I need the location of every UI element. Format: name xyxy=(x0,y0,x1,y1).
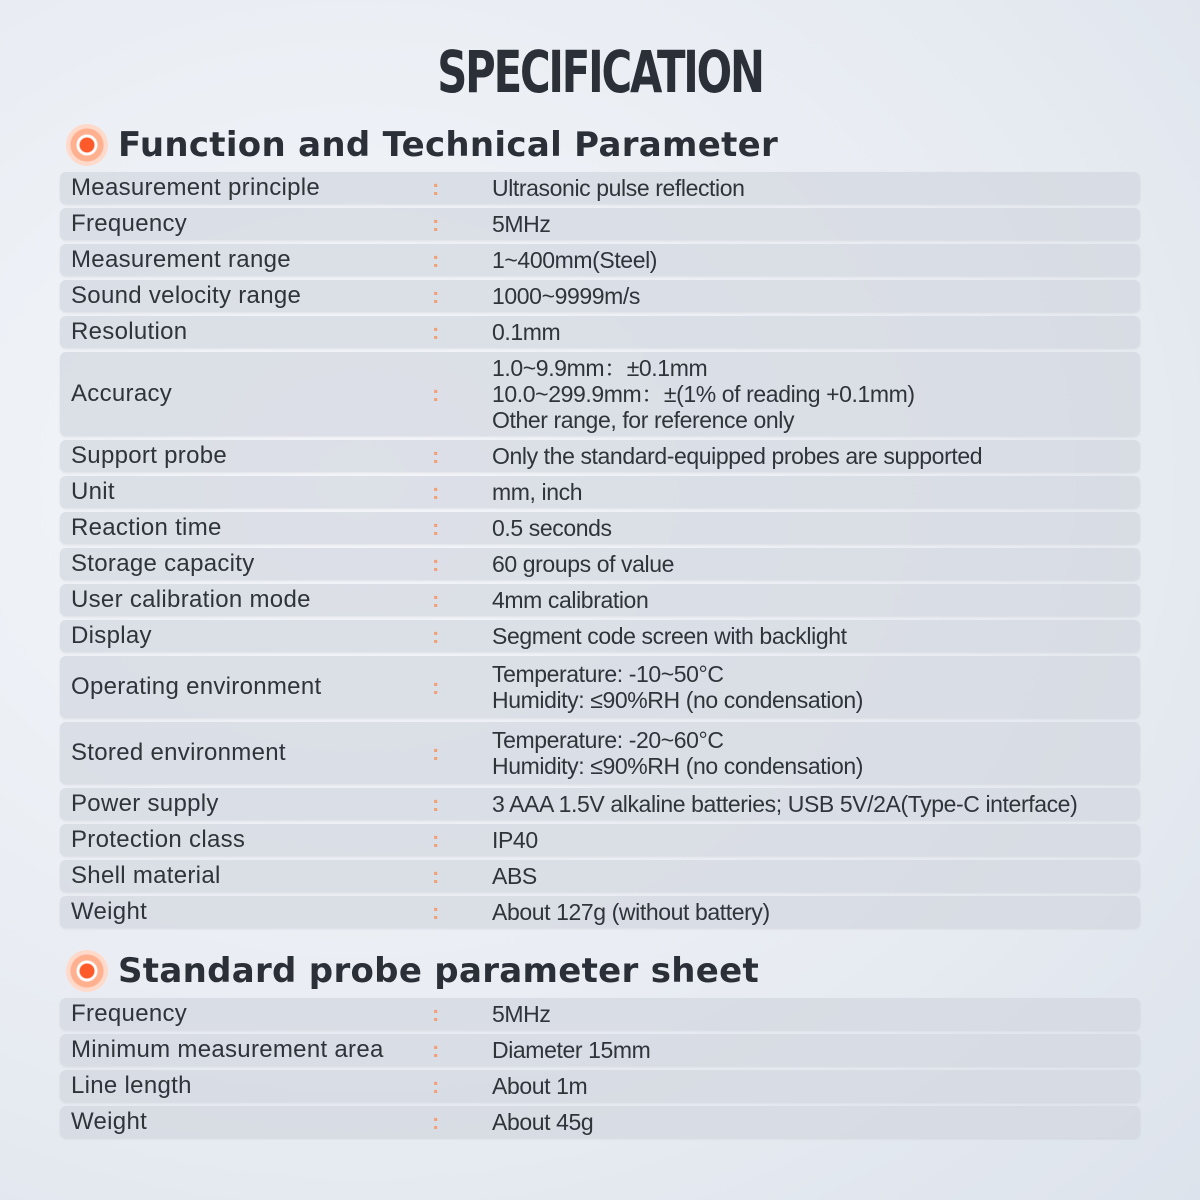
table-row xyxy=(60,440,1140,472)
separator-colon: : xyxy=(432,1073,440,1098)
param-value-line: 60 groups of value xyxy=(492,551,675,577)
param-name: Frequency xyxy=(71,210,188,237)
param-value-line: About 1m xyxy=(492,1073,588,1099)
param-value xyxy=(492,860,537,892)
section-title: Function and Technical Parameter xyxy=(118,125,779,165)
param-name: Storage capacity xyxy=(71,550,255,577)
param-name: Stored environment xyxy=(71,739,286,766)
param-value xyxy=(492,440,982,472)
separator-colon: : xyxy=(432,587,440,612)
param-value xyxy=(492,722,863,784)
param-name: Support probe xyxy=(71,442,228,469)
param-value-line: 1.0~9.9mm：±0.1mm xyxy=(492,355,708,381)
param-name: Protection class xyxy=(71,826,246,853)
param-value xyxy=(492,1034,650,1066)
separator-colon: : xyxy=(432,899,440,924)
separator-colon: : xyxy=(432,319,440,344)
param-value xyxy=(492,352,915,436)
table-row xyxy=(60,280,1140,312)
separator-colon: : xyxy=(432,175,440,200)
separator-colon: : xyxy=(432,247,440,272)
param-value xyxy=(492,548,674,580)
param-value-line: 0.1mm xyxy=(492,319,561,345)
separator-colon: : xyxy=(432,827,440,852)
param-name: Accuracy xyxy=(71,380,173,407)
table-row xyxy=(60,656,1140,718)
section-title: Standard probe parameter sheet xyxy=(118,951,760,991)
param-value-line: mm, inch xyxy=(492,479,583,505)
param-value-line: Only the standard-equipped probes are supported xyxy=(492,443,983,469)
param-value-line: Humidity: ≤90%RH (no condensation) xyxy=(492,753,864,779)
param-name: Sound velocity range xyxy=(71,282,302,309)
table-row xyxy=(60,476,1140,508)
table-row xyxy=(60,352,1140,436)
separator-colon: : xyxy=(432,740,440,765)
param-name: Weight xyxy=(71,898,148,925)
param-name: Unit xyxy=(71,478,115,505)
table-row xyxy=(60,1034,1140,1066)
page-title: SPECIFICATION xyxy=(437,38,763,106)
param-value xyxy=(492,656,863,718)
param-name: Power supply xyxy=(71,790,219,817)
param-value-line: 4mm calibration xyxy=(492,587,649,613)
separator-colon: : xyxy=(432,515,440,540)
separator-colon: : xyxy=(432,791,440,816)
table-row xyxy=(60,316,1140,348)
separator-colon: : xyxy=(432,443,440,468)
param-value-line: About 127g (without battery) xyxy=(492,899,770,925)
param-name: User calibration mode xyxy=(71,586,311,613)
param-value xyxy=(492,512,612,544)
param-value-line: Diameter 15mm xyxy=(492,1037,651,1063)
separator-colon: : xyxy=(432,283,440,308)
separator-colon: : xyxy=(432,1109,440,1134)
param-value-line: 10.0~299.9mm：±(1% of reading +0.1mm) xyxy=(492,381,915,407)
param-value-line: ABS xyxy=(492,863,537,889)
table-row xyxy=(60,998,1140,1030)
param-value-line: 5MHz xyxy=(492,211,551,237)
param-name: Operating environment xyxy=(71,673,322,700)
section-header-function xyxy=(66,121,778,169)
table-row xyxy=(60,860,1140,892)
table-row xyxy=(60,620,1140,652)
param-value-line: 1000~9999m/s xyxy=(492,283,641,309)
param-value-line: Segment code screen with backlight xyxy=(492,623,847,649)
table-row xyxy=(60,896,1140,928)
param-value-line: Ultrasonic pulse reflection xyxy=(492,175,745,201)
table-row xyxy=(60,172,1140,204)
param-value xyxy=(492,316,560,348)
param-value xyxy=(492,208,550,240)
param-value xyxy=(492,620,847,652)
table-row xyxy=(60,788,1140,820)
separator-colon: : xyxy=(432,863,440,888)
param-name: Weight xyxy=(71,1108,148,1135)
table-row xyxy=(60,1070,1140,1102)
param-value-line: Humidity: ≤90%RH (no condensation) xyxy=(492,687,864,713)
table-row xyxy=(60,208,1140,240)
param-value-line: About 45g xyxy=(492,1109,594,1135)
table-row xyxy=(60,584,1140,616)
param-value xyxy=(492,172,745,204)
target-icon xyxy=(66,124,108,166)
param-value-line: 1~400mm(Steel) xyxy=(492,247,658,273)
separator-colon: : xyxy=(432,551,440,576)
param-value-line: 0.5 seconds xyxy=(492,515,612,541)
table-row xyxy=(60,548,1140,580)
separator-colon: : xyxy=(432,674,440,699)
param-value-line: Other range, for reference only xyxy=(492,407,795,433)
table-row xyxy=(60,244,1140,276)
separator-colon: : xyxy=(432,1001,440,1026)
param-value-line: IP40 xyxy=(492,827,538,853)
param-value xyxy=(492,824,538,856)
param-value xyxy=(492,1106,593,1138)
param-value xyxy=(492,1070,587,1102)
table-row xyxy=(60,722,1140,784)
table-row xyxy=(60,512,1140,544)
param-value xyxy=(492,476,582,508)
param-name: Reaction time xyxy=(71,514,222,541)
param-value xyxy=(492,280,640,312)
param-name: Line length xyxy=(71,1072,192,1099)
param-value-line: Temperature: -10~50°C xyxy=(492,661,724,687)
param-name: Frequency xyxy=(71,1000,188,1027)
param-name: Measurement principle xyxy=(71,174,321,201)
param-value-line: 3 AAA 1.5V alkaline batteries; USB 5V/2A(Type-C interface) xyxy=(492,791,1078,817)
param-value xyxy=(492,998,550,1030)
param-name: Minimum measurement area xyxy=(71,1036,384,1063)
target-icon xyxy=(66,950,108,992)
param-name: Display xyxy=(71,622,152,649)
section-header-probe xyxy=(66,947,759,995)
param-name: Resolution xyxy=(71,318,188,345)
param-value xyxy=(492,896,770,928)
table-row xyxy=(60,1106,1140,1138)
separator-colon: : xyxy=(432,479,440,504)
param-value xyxy=(492,244,657,276)
separator-colon: : xyxy=(432,1037,440,1062)
separator-colon: : xyxy=(432,211,440,236)
param-value-line: 5MHz xyxy=(492,1001,551,1027)
separator-colon: : xyxy=(432,623,440,648)
param-name: Measurement range xyxy=(71,246,291,273)
param-value xyxy=(492,788,1077,820)
table-row xyxy=(60,824,1140,856)
param-name: Shell material xyxy=(71,862,221,889)
param-value xyxy=(492,584,648,616)
separator-colon: : xyxy=(432,381,440,406)
param-value-line: Temperature: -20~60°C xyxy=(492,727,724,753)
